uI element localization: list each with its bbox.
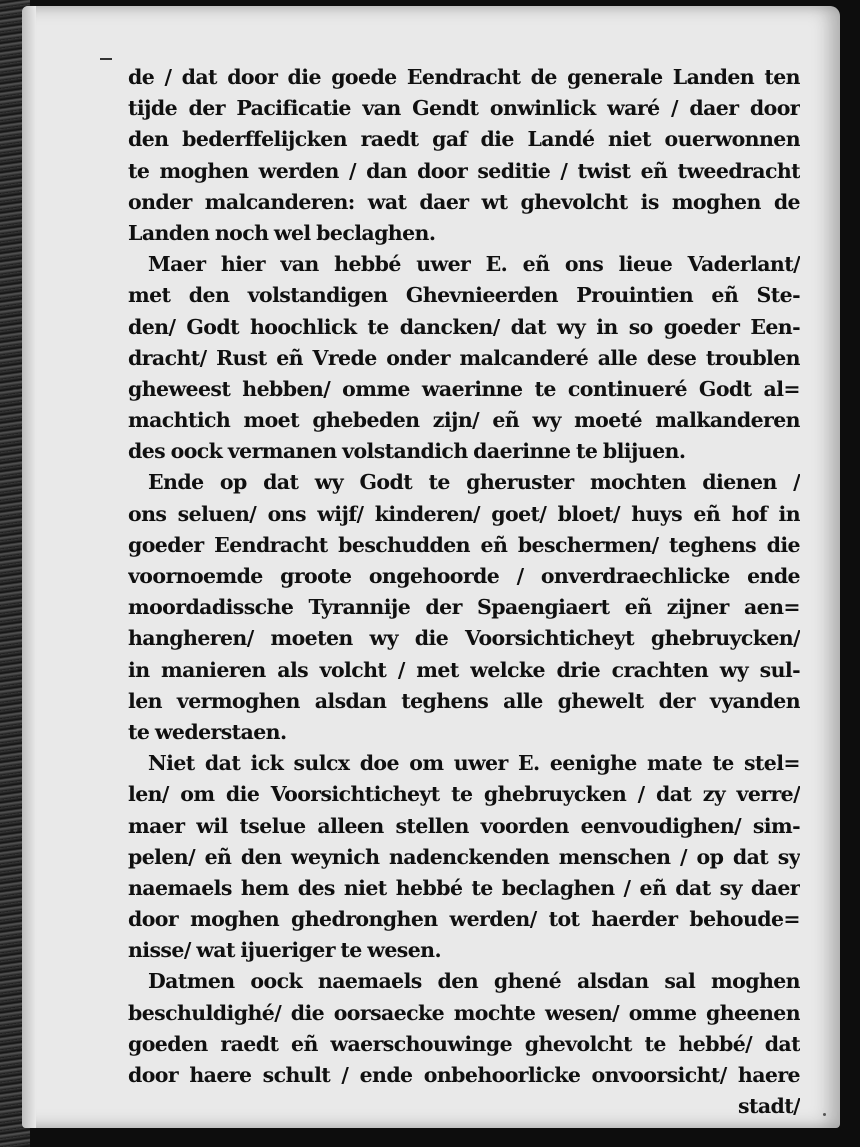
text-line: beschuldighé/ die oorsaecke mochte wesen/ omme gheenen (128, 1000, 800, 1025)
page-gutter-shadow (22, 6, 36, 1128)
text-line: ons seluen/ ons wijf/ kinderen/ goet/ bloet/ huys eñ hof in (128, 501, 800, 526)
text-line: onder malcanderen: wat daer wt ghevolcht is moghen de (128, 189, 800, 214)
body-text (128, 62, 800, 1122)
paragraph-start: Niet dat ick sulcx doe om uwer E. eenighe mate te stel= (148, 751, 800, 776)
text-line: len vermoghen alsdan teghens alle ghewelt der vyanden (128, 688, 800, 713)
text-line: dracht/ Rust eñ Vrede onder malcanderé alle dese troublen (128, 345, 800, 370)
text-line: de / dat door die goede Eendracht de generale Landen ten (128, 65, 800, 89)
page-speck (823, 1113, 826, 1116)
catchword: stadt/ (738, 1094, 800, 1119)
text-line: te wederstaen. (128, 719, 287, 744)
text-line: naemaels hem des niet hebbé te beclaghen / eñ dat sy daer (128, 875, 800, 900)
margin-dash (100, 58, 112, 60)
text-line: moordadissche Tyrannije der Spaengiaert eñ zijner aen= (128, 595, 800, 620)
text-line: met den volstandigen Ghevnieerden Prouintien eñ Ste- (128, 283, 800, 308)
text-line: pelen/ eñ den weynich nadenckenden menschen / op dat sy (128, 844, 800, 869)
text-line: nisse/ wat ijueriger te wesen. (128, 938, 441, 963)
text-line: tijde der Pacificatie van Gendt onwinlick waré / daer door (128, 96, 800, 121)
text-line: goeden raedt eñ waerschouwinge ghevolcht te hebbé/ dat (128, 1031, 800, 1056)
text-line: machtich moet ghebeden zijn/ eñ wy moeté malkanderen (128, 408, 800, 433)
text-line: gheweest hebben/ omme waerinne te continueré Godt al= (128, 376, 800, 401)
text-line: in manieren als volcht / met welcke drie crachten wy sul- (128, 657, 800, 682)
text-line: te moghen werden / dan door seditie / twist eñ tweedracht (128, 158, 800, 183)
text-line: den/ Godt hoochlick te dancken/ dat wy in so goeder Een- (128, 314, 800, 339)
paragraph-start: Ende op dat wy Godt te gheruster mochten dienen / (148, 470, 800, 495)
paragraph-start: Datmen oock naemaels den ghené alsdan sal moghen (148, 969, 800, 994)
text-line: voornoemde groote ongehoorde / onverdraechlicke ende (128, 564, 800, 588)
text-line: door haere schult / ende onbehoorlicke onvoorsicht/ haere (128, 1063, 800, 1087)
text-line: Landen noch wel beclaghen. (128, 220, 436, 245)
text-line: door moghen ghedronghen werden/ tot haerder behoude= (128, 907, 800, 932)
text-line: den bederffelijcken raedt gaf die Landé niet ouerwonnen (128, 127, 800, 152)
text-line: goeder Eendracht beschudden eñ beschermen/ teghens die (128, 532, 800, 557)
text-line: hangheren/ moeten wy die Voorsichticheyt ghebruycken/ (128, 626, 800, 651)
text-line: maer wil tselue alleen stellen voorden eenvoudighen/ sim- (128, 813, 800, 838)
text-line: des oock vermanen volstandich daerinne te blijuen. (128, 439, 686, 464)
paragraph-start: Maer hier van hebbé uwer E. eñ ons lieue Vaderlant/ (148, 252, 800, 277)
text-line: len/ om die Voorsichticheyt te ghebruycken / dat zy verre/ (128, 782, 800, 807)
